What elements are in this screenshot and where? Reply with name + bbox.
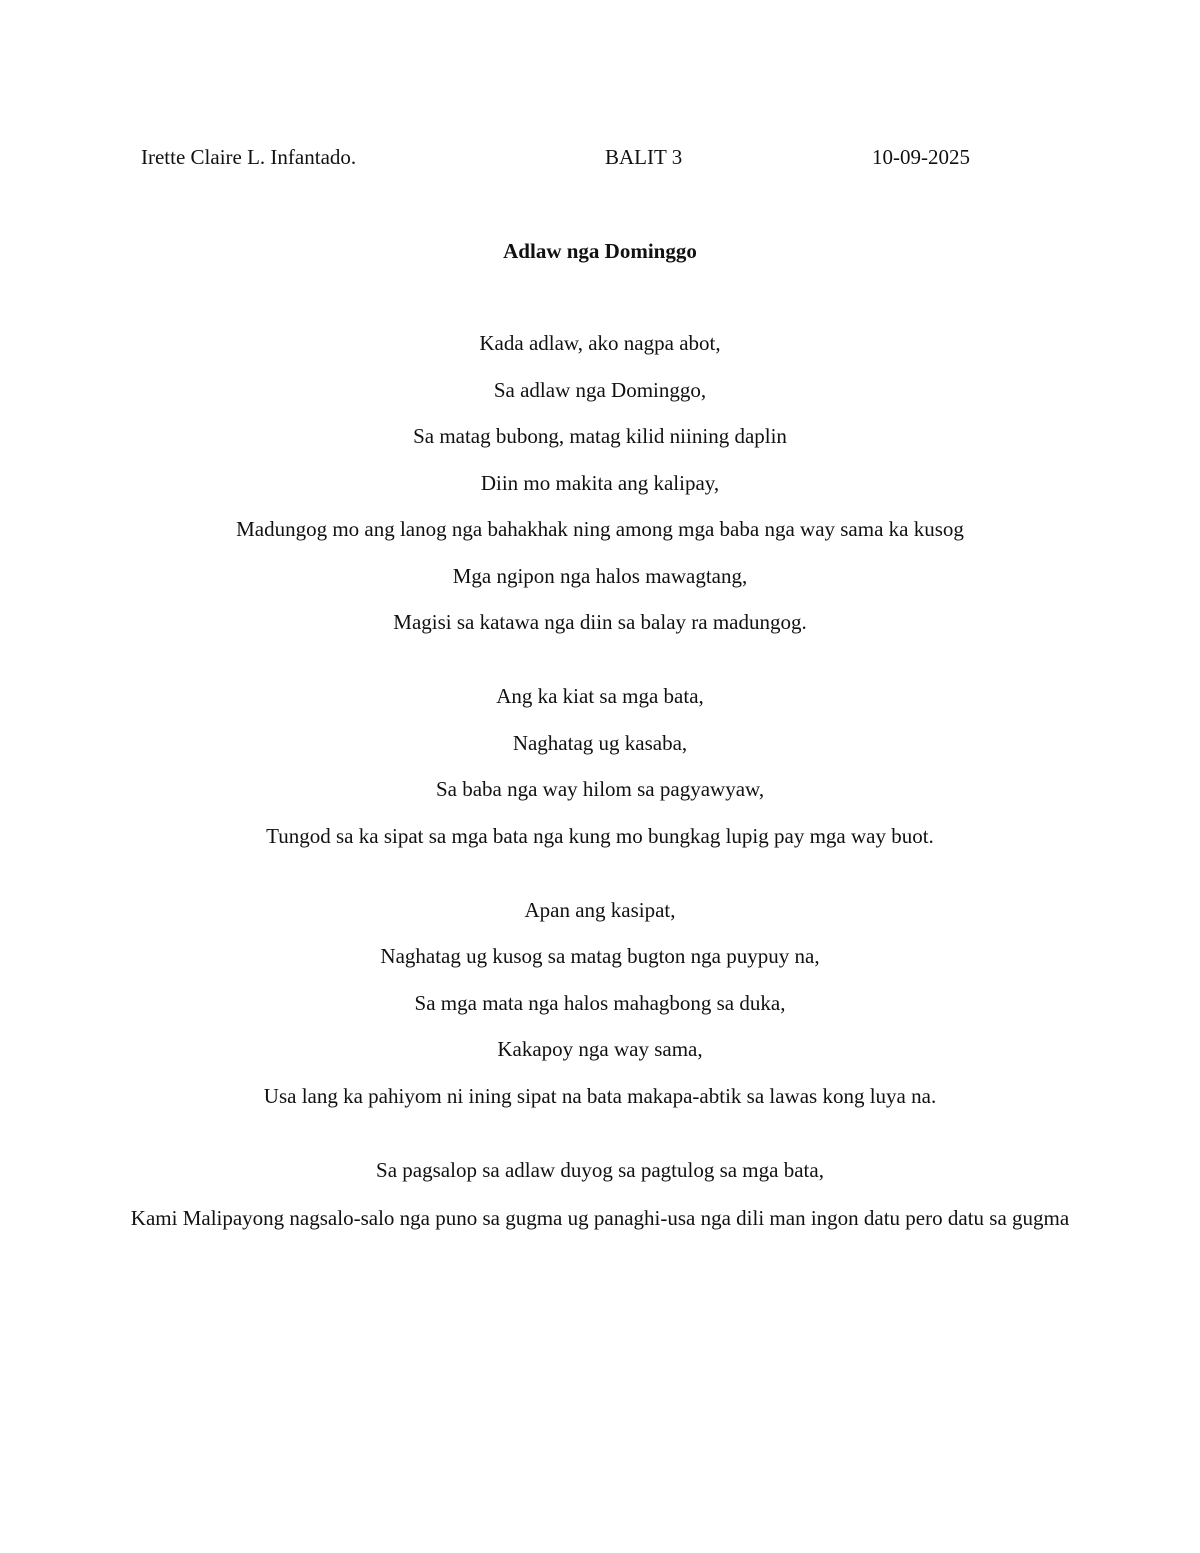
- poem-line: Naghatag ug kasaba,: [512, 730, 688, 755]
- document-header: [0, 143, 1200, 171]
- poem-line: Diin mo makita ang kalipay,: [480, 470, 720, 495]
- stanza-3: [130, 896, 1070, 1110]
- poem-line: Usa lang ka pahiyom ni ining sipat na bata makapa-abtik sa lawas kong luya na.: [263, 1083, 937, 1108]
- poem-line: Tungod sa ka sipat sa mga bata nga kung mo bungkag lupig pay mga way buot.: [266, 823, 934, 848]
- poem-line: Magisi sa katawa nga diin sa balay ra madungog.: [393, 610, 807, 634]
- author-name: Irette Claire L. Infantado.: [141, 145, 357, 169]
- poem-line: Kada adlaw, ako nagpa abot,: [479, 331, 721, 355]
- poem-line: Naghatag ug kusog sa matag bugton nga puypuy na,: [380, 944, 820, 968]
- poem-line: Mga ngipon nga halos mawagtang,: [452, 563, 748, 588]
- poem-line: Sa mga mata nga halos mahagbong sa duka,: [414, 990, 786, 1015]
- subject-label: BALIT 3: [605, 145, 683, 169]
- poem-line: Madungog mo ang lanog nga bahakhak ning among mga baba nga way sama ka kusog: [236, 517, 964, 541]
- poem-line: Sa baba nga way hilom sa pagyawyaw,: [435, 777, 765, 801]
- poem-line: Sa pagsalop sa adlaw duyog sa pagtulog sa mga bata,: [376, 1157, 824, 1182]
- poem-line: Ang ka kiat sa mga bata,: [496, 684, 704, 708]
- poem-line: Apan ang kasipat,: [524, 897, 676, 922]
- poem-title: Adlaw nga Dominggo: [503, 239, 697, 263]
- poem-line: Sa adlaw nga Dominggo,: [493, 377, 707, 402]
- stanza-4: [130, 1156, 1070, 1236]
- poem-body: [130, 329, 1070, 1281]
- stanza-2: [130, 682, 1070, 850]
- poem-line: Sa matag bubong, matag kilid niining daplin: [413, 424, 787, 448]
- poem-line: Kakapoy nga way sama,: [497, 1037, 703, 1061]
- document-date: 10-09-2025: [872, 145, 970, 169]
- poem-line: Kami Malipayong nagsalo-salo nga puno sa gugma ug panaghi-usa nga dili man ingon datu pero datu sa gugma: [130, 1206, 1070, 1230]
- stanza-1: [130, 329, 1070, 636]
